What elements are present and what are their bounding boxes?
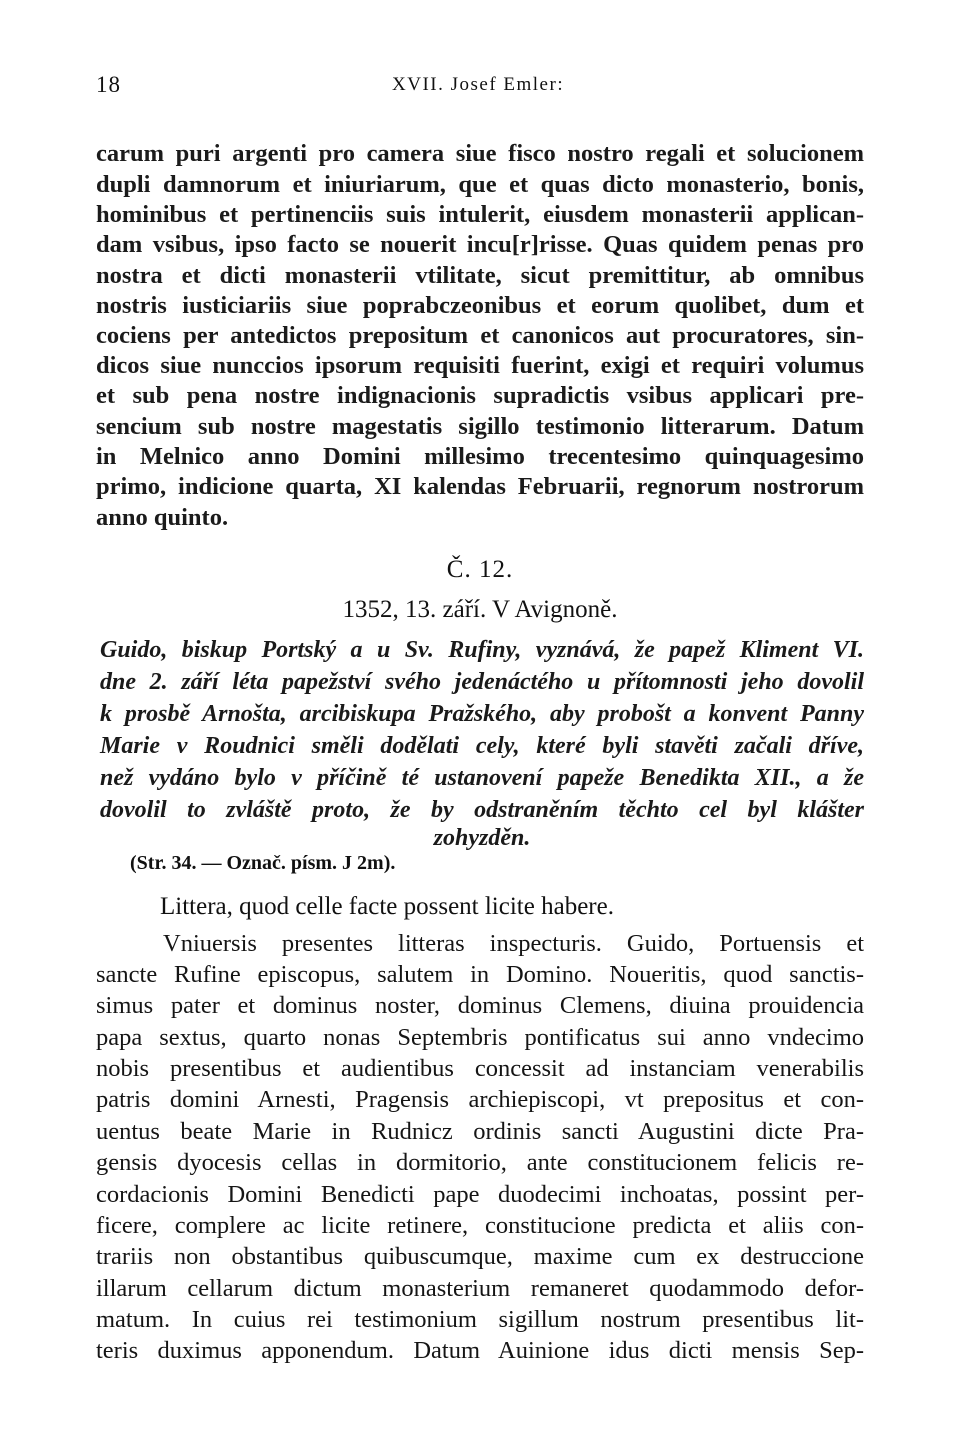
text-line: et sub pena nostre indignacionis supradictis vsibus applicari pre-: [96, 382, 864, 409]
text-line: carum puri argenti pro camera siue fisco nostro regali et solucionem: [96, 140, 864, 167]
body-line: Vniuersis presentes litteras inspecturis. Guido, Portuensis et: [163, 930, 864, 957]
body-line: gensis dyocesis cellas in dormitorio, ante constitucionem felicis re-: [96, 1149, 864, 1176]
source-note: (Str. 34. — Označ. písm. J 2m).: [130, 852, 396, 874]
regest-line: Guido, biskup Portský a u Sv. Rufiny, vyznává, že papež Kliment VI.: [100, 637, 864, 663]
regest-line: než vydáno bylo v příčině té ustanovení papeže Benedikta XII., a že: [100, 765, 864, 791]
text-line: dam vsibus, ipso facto se nouerit incu[r]risse. Quas quidem penas pro: [96, 231, 864, 258]
document-number: Č. 12.: [446, 556, 514, 583]
body-line: teris duximus apponendum. Datum Auinione idus dicti mensis Sep-: [96, 1337, 864, 1364]
text-line: nostris iusticiariis siue poprabczeonibus et eorum quolibet, dum et: [96, 292, 864, 319]
text-line: primo, indicione quarta, XI kalendas Februarii, regnorum nostrorum: [96, 473, 864, 500]
text-line: in Melnico anno Domini millesimo trecentesimo quinquagesimo: [96, 443, 864, 470]
text-line: anno quinto.: [96, 504, 229, 531]
document-date-place: 1352, 13. září. V Avignoně.: [342, 596, 618, 623]
document-heading: Littera, quod celle facte possent licite habere.: [160, 893, 614, 920]
text-line: cociens per antedictos prepositum et canonicos aut procuratores, sin-: [96, 322, 864, 349]
body-line: cordacionis Domini Benedicti pape duodecimi inchoatas, possint per-: [96, 1181, 864, 1208]
text-line: sencium sub nostre magestatis sigillo testimonio litterarum. Datum: [96, 413, 864, 440]
body-line: nobis presentibus et audientibus concessit ad instanciam venerabilis: [96, 1055, 864, 1082]
body-line: patris domini Arnesti, Pragensis archiepiscopi, vt prepositus et con-: [96, 1086, 864, 1113]
body-line: ficere, complere ac licite retinere, constitucione predicta et aliis con-: [96, 1212, 864, 1239]
regest-line: k prosbě Arnošta, arcibiskupa Pražského, aby probošt a konvent Panny: [100, 701, 864, 727]
body-line: papa sextus, quarto nonas Septembris pontificatus sui anno vndecimo: [96, 1024, 864, 1051]
body-line: sancte Rufine episcopus, salutem in Domino. Noueritis, quod sanctis-: [96, 961, 864, 988]
regest-line: zohyzděn.: [433, 825, 531, 851]
text-line: dicos siue nunccios ipsorum requisiti fuerint, exigi et requiri volumus: [96, 352, 864, 379]
body-line: simus pater et dominus noster, dominus Clemens, diuina prouidencia: [96, 992, 864, 1019]
text-line: dupli damnorum et iniuriarum, que et quas dicto monasterio, bonis,: [96, 171, 864, 198]
text-line: hominibus et pertinenciis suis intulerit, eiusdem monasterii applican-: [96, 201, 864, 228]
running-head: XVII. Josef Emler:: [392, 74, 565, 95]
body-line: matum. In cuius rei testimonium sigillum nostrum presentibus lit-: [96, 1306, 864, 1333]
body-line: trariis non obstantibus quibuscumque, maxime cum ex destruccione: [96, 1243, 864, 1270]
regest-line: dne 2. září léta papežství svého jedenáctého u přítomnosti jeho dovolil: [100, 669, 864, 695]
page-number: 18: [96, 72, 121, 97]
text-line: nostra et dicti monasterii vtilitate, sicut premittitur, ab omnibus: [96, 262, 864, 289]
regest-line: dovolil to zvláště proto, že by odstraněním těchto cel byl klášter: [100, 797, 864, 823]
body-line: illarum cellarum dictum monasterium remaneret quodammodo defor-: [96, 1275, 864, 1302]
body-line: uentus beate Marie in Rudnicz ordinis sancti Augustini dicte Pra-: [96, 1118, 864, 1145]
regest-line: Marie v Roudnici směli dodělati cely, které byli stavěti začali dříve,: [100, 733, 864, 759]
